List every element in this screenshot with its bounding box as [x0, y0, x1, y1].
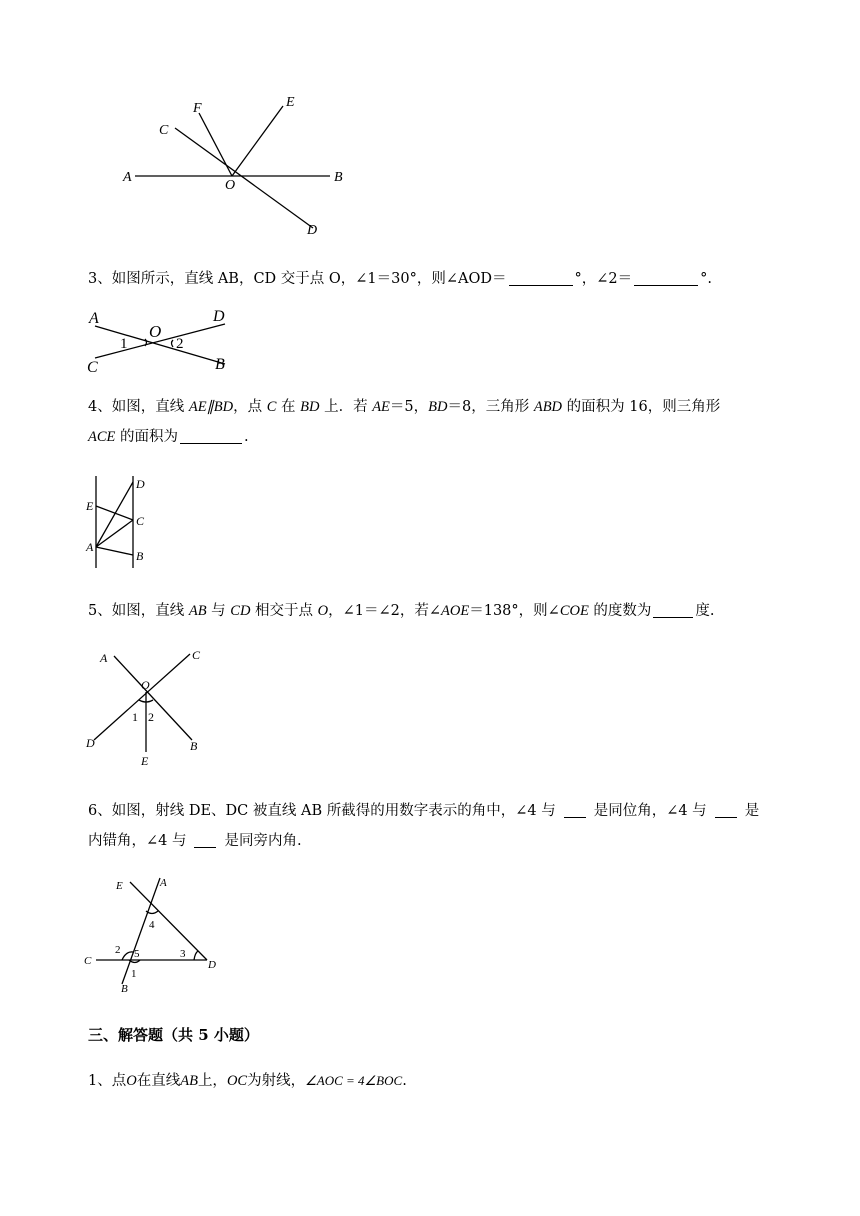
label-b: B	[136, 549, 144, 563]
label-angle-2: 2	[115, 944, 121, 956]
figure-rays-from-o	[115, 88, 365, 248]
line-ab	[114, 656, 192, 740]
label-c: C	[192, 648, 201, 662]
q5-text-g: 度.	[695, 603, 715, 619]
q6-text-d: 内错角，∠4 与	[88, 833, 187, 849]
q4-text-g: 的面积为 16，则三角形	[562, 399, 721, 415]
q3-blank-angle2[interactable]	[634, 269, 698, 286]
label-d: D	[213, 308, 225, 325]
q6-blank-alternate[interactable]	[715, 801, 737, 818]
q4-ae-parallel-bd: AE∥BD	[188, 399, 234, 415]
q5-text-d: ，∠1＝∠2，若∠	[328, 603, 442, 619]
a1-text-e: .	[402, 1073, 407, 1089]
a1-text-a: 1、点	[88, 1073, 127, 1089]
label-d: D	[208, 959, 216, 971]
ray-of	[199, 113, 232, 176]
q6-blank-interior[interactable]	[194, 831, 216, 848]
label-e: E	[141, 754, 149, 768]
figure-q3-svg	[85, 306, 245, 376]
a1-text-d: 为射线，	[247, 1073, 306, 1089]
label-b: B	[215, 356, 225, 373]
line-cd	[175, 128, 313, 228]
q3-blank-aod[interactable]	[509, 269, 573, 286]
label-d: D	[86, 736, 95, 750]
figure-q4-svg	[84, 472, 164, 572]
label-angle-4: 4	[149, 919, 155, 931]
q3-text-a: 3、如图所示，直线 AB，CD 交于点 O，∠1＝30°，则∠AOD＝	[88, 271, 507, 287]
a1-formula: ∠AOC = 4∠BOC	[305, 1073, 403, 1088]
q5-text-e: ＝138°，则∠	[469, 603, 560, 619]
label-o: O	[225, 178, 236, 193]
label-d: D	[307, 223, 318, 238]
label-f: F	[193, 101, 202, 116]
q5-text-b: 与	[206, 603, 231, 619]
angle-1-arc	[145, 339, 147, 346]
label-b: B	[121, 983, 128, 995]
q6-blank-corresponding[interactable]	[564, 801, 586, 818]
label-a: A	[86, 540, 94, 554]
label-a: A	[89, 310, 99, 327]
label-angle-1: 1	[120, 336, 128, 352]
q5-text-c: 相交于点	[250, 603, 318, 619]
figure-q5	[82, 644, 212, 774]
a1-ab: AB	[180, 1073, 198, 1089]
q4-bd: BD	[300, 399, 320, 415]
label-angle-1: 1	[132, 710, 138, 724]
q4-text-e: ＝5，	[389, 399, 429, 415]
segment-ec	[96, 506, 133, 520]
q4-text-h: 的面积为	[115, 429, 178, 445]
q3-text-c: °.	[700, 271, 712, 287]
q4-text-i: .	[244, 429, 249, 445]
q4-point-c: C	[266, 399, 277, 415]
label-e: E	[116, 880, 123, 892]
label-angle-5: 5	[134, 948, 140, 960]
section-heading: 三、解答题（共 5 小题）	[88, 1026, 259, 1044]
q5-ab: AB	[188, 603, 207, 619]
q4-blank-area[interactable]	[180, 427, 242, 444]
label-c: C	[84, 955, 92, 967]
segment-ac	[96, 520, 133, 547]
question-6	[88, 796, 778, 856]
question-4	[88, 392, 778, 452]
label-a: A	[160, 877, 167, 889]
question-5	[88, 596, 778, 626]
figure-q6-svg	[82, 872, 232, 997]
q5-o: O	[317, 603, 329, 619]
q5-coe: COE	[559, 603, 589, 619]
label-c: C	[136, 514, 145, 528]
q6-text-b: 是同位角，∠4 与	[593, 803, 707, 819]
q4-text-b: ，点	[233, 399, 267, 415]
label-e: E	[286, 95, 295, 110]
q4-text-d: 上．若	[319, 399, 373, 415]
a1-text-b: 在直线	[136, 1073, 181, 1089]
q4-text-a: 4、如图，直线	[88, 399, 189, 415]
label-c: C	[159, 123, 169, 138]
line-cd	[94, 654, 190, 740]
label-b: B	[334, 170, 343, 185]
q6-text-e: 是同旁内角.	[224, 833, 302, 849]
label-angle-2: 2	[176, 336, 184, 352]
q4-bd-2: BD	[428, 399, 448, 415]
q4-ace: ACE	[88, 429, 116, 445]
figure-q6	[82, 872, 232, 997]
q4-text-f: ＝8，三角形	[447, 399, 534, 415]
q6-text-c: 是	[744, 803, 760, 819]
label-a: A	[123, 170, 132, 185]
a1-oc: OC	[226, 1073, 248, 1089]
label-b: B	[190, 739, 198, 753]
q5-text-a: 5、如图，直线	[88, 603, 189, 619]
q3-text-b: °，∠2＝	[574, 271, 633, 287]
figure-rays-svg	[115, 88, 365, 248]
a1-text-c: 上，	[197, 1073, 227, 1089]
label-angle-1: 1	[131, 968, 137, 980]
label-e: E	[86, 499, 94, 513]
figure-q3	[85, 306, 245, 376]
figure-q4	[84, 472, 164, 572]
q5-cd: CD	[230, 603, 251, 619]
segment-ab	[96, 547, 133, 555]
a1-o: O	[126, 1073, 137, 1089]
q4-text-c: 在	[276, 399, 301, 415]
label-c: C	[87, 359, 98, 376]
q5-blank-degree[interactable]	[653, 601, 693, 618]
label-d: D	[136, 477, 145, 491]
q4-abd: ABD	[533, 399, 563, 415]
q5-text-f: 的度数为	[588, 603, 652, 619]
answer-question-1	[88, 1066, 778, 1096]
label-angle-3: 3	[180, 948, 186, 960]
label-o: O	[149, 322, 162, 341]
segment-ad	[96, 482, 133, 547]
q5-aoe: AOE	[441, 603, 470, 619]
angle-2-arc	[172, 340, 174, 347]
q6-text-a: 6、如图，射线 DE、DC 被直线 AB 所截得的用数字表示的角中，∠4 与	[88, 803, 556, 819]
q4-ae: AE	[372, 399, 390, 415]
angle-3-arc	[194, 951, 198, 960]
label-angle-2: 2	[148, 710, 154, 724]
label-a: A	[100, 651, 108, 665]
ray-oe	[232, 106, 283, 176]
ray-de	[130, 882, 207, 960]
figure-q5-svg	[82, 644, 212, 774]
label-o: O	[141, 678, 150, 692]
question-3	[88, 264, 778, 294]
